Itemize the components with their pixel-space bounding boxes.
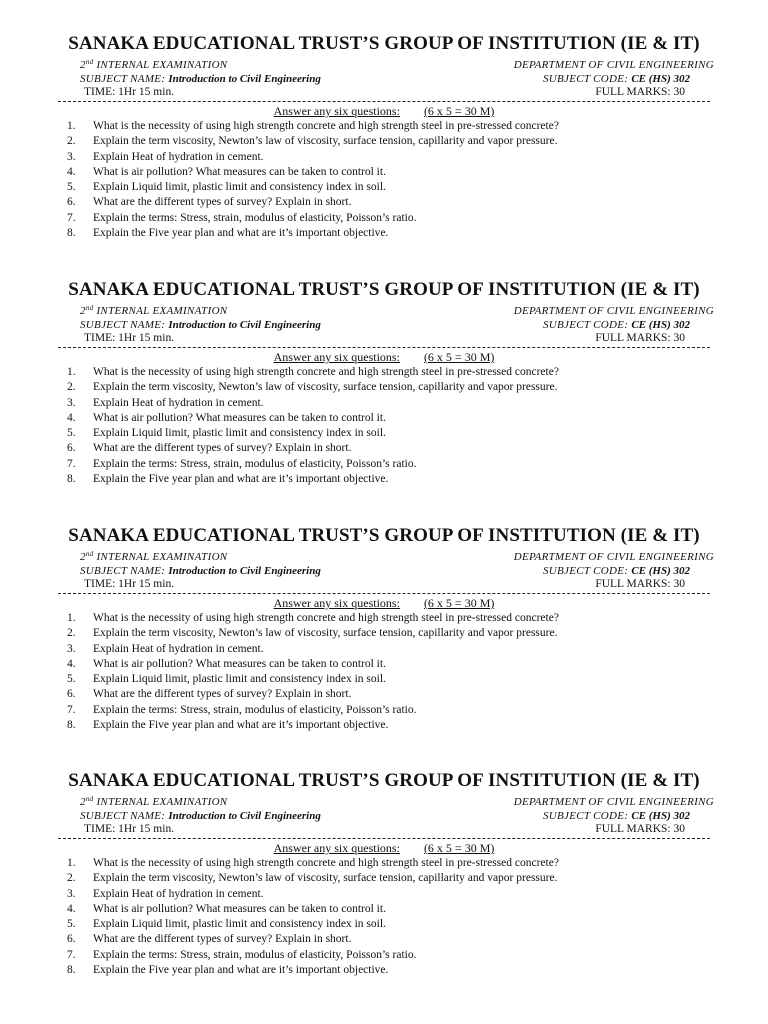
question-item — [0, 396, 768, 411]
question-item — [0, 703, 768, 718]
question-item — [0, 365, 768, 380]
instruction-text: Answer any six questions: — [273, 596, 400, 610]
question-text: Explain Heat of hydration in cement. — [93, 396, 264, 409]
dashed-separator — [58, 101, 710, 102]
question-list — [0, 119, 768, 241]
exam-ordinal-suffix: nd — [85, 795, 94, 803]
question-text: Explain Heat of hydration in cement. — [93, 642, 264, 655]
exam-ordinal-suffix: nd — [85, 304, 94, 312]
question-text: What is air pollution? What measures can be taken to control it. — [93, 902, 386, 915]
question-text: Explain the Five year plan and what are it’s important objective. — [93, 227, 389, 240]
question-text: Explain Heat of hydration in cement. — [93, 150, 264, 163]
instruction — [0, 596, 768, 610]
question-text: Explain the term viscosity, Newton’s law of viscosity, surface tension, capillarity and vapor pressure. — [93, 135, 558, 148]
subject-name-row — [80, 319, 321, 332]
question-number: 3. — [67, 396, 76, 409]
subject-code: CE (HS) 302 — [631, 565, 690, 577]
exam-ordinal-suffix: nd — [85, 550, 94, 558]
question-text: What is the necessity of using high strength concrete and high strength steel in pre-stressed concrete? — [93, 366, 559, 378]
subject-code: CE (HS) 302 — [631, 73, 690, 85]
question-number: 4. — [67, 902, 76, 915]
exam-ordinal-suffix: nd — [85, 58, 94, 66]
exam-paper-copy — [0, 770, 768, 1010]
question-item — [0, 226, 768, 241]
question-item — [0, 380, 768, 395]
question-number: 4. — [67, 165, 76, 178]
question-number: 7. — [67, 948, 76, 961]
exam-name-text: INTERNAL EXAMINATION — [93, 551, 228, 563]
question-item — [0, 195, 768, 210]
exam-ordinal: 2 — [80, 796, 86, 808]
question-text: What is air pollution? What measures can be taken to control it. — [93, 411, 386, 424]
subject-code: CE (HS) 302 — [631, 810, 690, 822]
question-item — [0, 180, 768, 195]
question-item — [0, 119, 768, 134]
question-item — [0, 411, 768, 426]
instruction — [0, 104, 768, 118]
subject-name-row — [80, 810, 321, 823]
time-allowed: TIME: 1Hr 15 min. — [84, 823, 175, 835]
question-text: What is the necessity of using high strength concrete and high strength steel in pre-stressed concrete? — [93, 612, 559, 624]
question-number: 1. — [67, 612, 76, 624]
subject-code: CE (HS) 302 — [631, 319, 690, 331]
question-number: 1. — [67, 120, 76, 132]
question-text: Explain the term viscosity, Newton’s law of viscosity, surface tension, capillarity and vapor pressure. — [93, 381, 558, 394]
question-text: Explain the Five year plan and what are it’s important objective. — [93, 473, 389, 486]
question-list — [0, 365, 768, 487]
instruction-marks: (6 x 5 = 30 M) — [423, 841, 495, 855]
question-item — [0, 642, 768, 657]
question-text: Explain Liquid limit, plastic limit and consistency index in soil. — [93, 427, 386, 440]
question-item — [0, 718, 768, 733]
institution-title: SANAKA EDUCATIONAL TRUST’S GROUP OF INSTITUTION (IE & IT) — [68, 525, 700, 546]
question-item — [0, 902, 768, 917]
subject-code-label: SUBJECT CODE: — [542, 810, 632, 822]
question-text: Explain Liquid limit, plastic limit and consistency index in soil. — [93, 918, 386, 931]
dashed-separator — [58, 593, 710, 594]
subject-name: Introduction to Civil Engineering — [168, 810, 321, 822]
full-marks: FULL MARKS: 30 — [595, 578, 685, 590]
question-item — [0, 150, 768, 165]
subject-name-row — [80, 73, 321, 86]
time-allowed: TIME: 1Hr 15 min. — [84, 578, 175, 590]
exam-name-text: INTERNAL EXAMINATION — [93, 59, 228, 71]
question-item — [0, 887, 768, 902]
question-number: 5. — [67, 427, 76, 440]
exam-name — [80, 59, 227, 72]
time-allowed: TIME: 1Hr 15 min. — [84, 332, 175, 344]
question-text: Explain the terms: Stress, strain, modulus of elasticity, Poisson’s ratio. — [93, 457, 417, 470]
question-number: 2. — [67, 381, 76, 394]
exam-ordinal: 2 — [80, 305, 86, 317]
question-number: 2. — [67, 872, 76, 885]
question-number: 6. — [67, 196, 76, 209]
subject-name-label: SUBJECT NAME: — [80, 319, 169, 331]
question-text: What are the different types of survey? Explain in short. — [93, 933, 352, 946]
subject-code-row — [543, 73, 690, 86]
instruction-text: Answer any six questions: — [273, 350, 400, 364]
institution-title: SANAKA EDUCATIONAL TRUST’S GROUP OF INSTITUTION (IE & IT) — [68, 770, 700, 791]
department: DEPARTMENT OF CIVIL ENGINEERING — [513, 305, 714, 317]
question-text: Explain Liquid limit, plastic limit and consistency index in soil. — [93, 181, 386, 194]
question-item — [0, 441, 768, 456]
question-item — [0, 687, 768, 702]
question-item — [0, 871, 768, 886]
question-text: What are the different types of survey? Explain in short. — [93, 442, 352, 455]
full-marks: FULL MARKS: 30 — [595, 86, 685, 98]
question-item — [0, 211, 768, 226]
question-number: 5. — [67, 673, 76, 686]
question-item — [0, 672, 768, 687]
question-item — [0, 457, 768, 472]
question-number: 8. — [67, 473, 76, 486]
instruction — [0, 841, 768, 855]
time-allowed: TIME: 1Hr 15 min. — [84, 86, 175, 98]
subject-name-label: SUBJECT NAME: — [80, 810, 169, 822]
subject-code-label: SUBJECT CODE: — [542, 565, 632, 577]
exam-name — [80, 551, 227, 564]
exam-paper-copy — [0, 279, 768, 519]
question-item — [0, 657, 768, 672]
question-number: 2. — [67, 627, 76, 640]
question-number: 8. — [67, 719, 76, 732]
instruction-marks: (6 x 5 = 30 M) — [423, 104, 495, 118]
subject-code-row — [543, 565, 690, 578]
institution-title: SANAKA EDUCATIONAL TRUST’S GROUP OF INSTITUTION (IE & IT) — [68, 33, 700, 54]
question-text: What is the necessity of using high strength concrete and high strength steel in pre-stressed concrete? — [93, 120, 559, 132]
question-text: Explain the terms: Stress, strain, modulus of elasticity, Poisson’s ratio. — [93, 948, 417, 961]
question-number: 7. — [67, 703, 76, 716]
question-text: What are the different types of survey? Explain in short. — [93, 688, 352, 701]
question-item — [0, 165, 768, 180]
question-text: Explain the term viscosity, Newton’s law of viscosity, surface tension, capillarity and vapor pressure. — [93, 872, 558, 885]
question-text: What is the necessity of using high strength concrete and high strength steel in pre-stressed concrete? — [93, 857, 559, 869]
question-number: 4. — [67, 411, 76, 424]
instruction-marks: (6 x 5 = 30 M) — [423, 596, 495, 610]
question-number: 3. — [67, 150, 76, 163]
question-number: 4. — [67, 657, 76, 670]
exam-name — [80, 796, 227, 809]
subject-name: Introduction to Civil Engineering — [168, 565, 321, 577]
instruction — [0, 350, 768, 364]
instruction-text: Answer any six questions: — [273, 104, 400, 118]
question-number: 6. — [67, 688, 76, 701]
institution-title: SANAKA EDUCATIONAL TRUST’S GROUP OF INSTITUTION (IE & IT) — [68, 279, 700, 300]
question-text: Explain the terms: Stress, strain, modulus of elasticity, Poisson’s ratio. — [93, 211, 417, 224]
exam-name-text: INTERNAL EXAMINATION — [93, 796, 228, 808]
department: DEPARTMENT OF CIVIL ENGINEERING — [513, 796, 714, 808]
question-text: Explain Liquid limit, plastic limit and consistency index in soil. — [93, 673, 386, 686]
question-list — [0, 611, 768, 733]
question-number: 8. — [67, 964, 76, 977]
question-number: 3. — [67, 887, 76, 900]
exam-ordinal: 2 — [80, 551, 86, 563]
question-number: 6. — [67, 442, 76, 455]
question-number: 7. — [67, 457, 76, 470]
question-list — [0, 856, 768, 978]
subject-name: Introduction to Civil Engineering — [168, 73, 321, 85]
question-text: Explain the terms: Stress, strain, modulus of elasticity, Poisson’s ratio. — [93, 703, 417, 716]
subject-name: Introduction to Civil Engineering — [168, 319, 321, 331]
question-text: Explain Heat of hydration in cement. — [93, 887, 264, 900]
subject-code-row — [543, 810, 690, 823]
question-item — [0, 472, 768, 487]
full-marks: FULL MARKS: 30 — [595, 332, 685, 344]
subject-code-label: SUBJECT CODE: — [542, 73, 632, 85]
question-text: What are the different types of survey? Explain in short. — [93, 196, 352, 209]
instruction-marks: (6 x 5 = 30 M) — [423, 350, 495, 364]
question-item — [0, 963, 768, 978]
question-number: 6. — [67, 933, 76, 946]
question-number: 5. — [67, 918, 76, 931]
question-item — [0, 626, 768, 641]
question-number: 1. — [67, 857, 76, 869]
question-number: 3. — [67, 642, 76, 655]
instruction-text: Answer any six questions: — [273, 841, 400, 855]
department: DEPARTMENT OF CIVIL ENGINEERING — [513, 551, 714, 563]
question-item — [0, 932, 768, 947]
question-item — [0, 917, 768, 932]
question-item — [0, 611, 768, 626]
subject-name-row — [80, 565, 321, 578]
question-number: 2. — [67, 135, 76, 148]
question-number: 5. — [67, 181, 76, 194]
exam-name-text: INTERNAL EXAMINATION — [93, 305, 228, 317]
dashed-separator — [58, 838, 710, 839]
question-text: Explain the Five year plan and what are it’s important objective. — [93, 719, 389, 732]
subject-name-label: SUBJECT NAME: — [80, 565, 169, 577]
subject-code-row — [543, 319, 690, 332]
question-number: 1. — [67, 366, 76, 378]
exam-name — [80, 305, 227, 318]
question-item — [0, 948, 768, 963]
question-text: What is air pollution? What measures can be taken to control it. — [93, 657, 386, 670]
question-number: 7. — [67, 211, 76, 224]
full-marks: FULL MARKS: 30 — [595, 823, 685, 835]
exam-ordinal: 2 — [80, 59, 86, 71]
dashed-separator — [58, 347, 710, 348]
question-text: Explain the term viscosity, Newton’s law of viscosity, surface tension, capillarity and vapor pressure. — [93, 627, 558, 640]
subject-code-label: SUBJECT CODE: — [542, 319, 632, 331]
question-text: What is air pollution? What measures can be taken to control it. — [93, 165, 386, 178]
exam-paper-copy — [0, 33, 768, 273]
question-item — [0, 426, 768, 441]
exam-paper-copy — [0, 525, 768, 765]
question-number: 8. — [67, 227, 76, 240]
question-text: Explain the Five year plan and what are it’s important objective. — [93, 964, 389, 977]
subject-name-label: SUBJECT NAME: — [80, 73, 169, 85]
department: DEPARTMENT OF CIVIL ENGINEERING — [513, 59, 714, 71]
question-item — [0, 856, 768, 871]
question-item — [0, 134, 768, 149]
